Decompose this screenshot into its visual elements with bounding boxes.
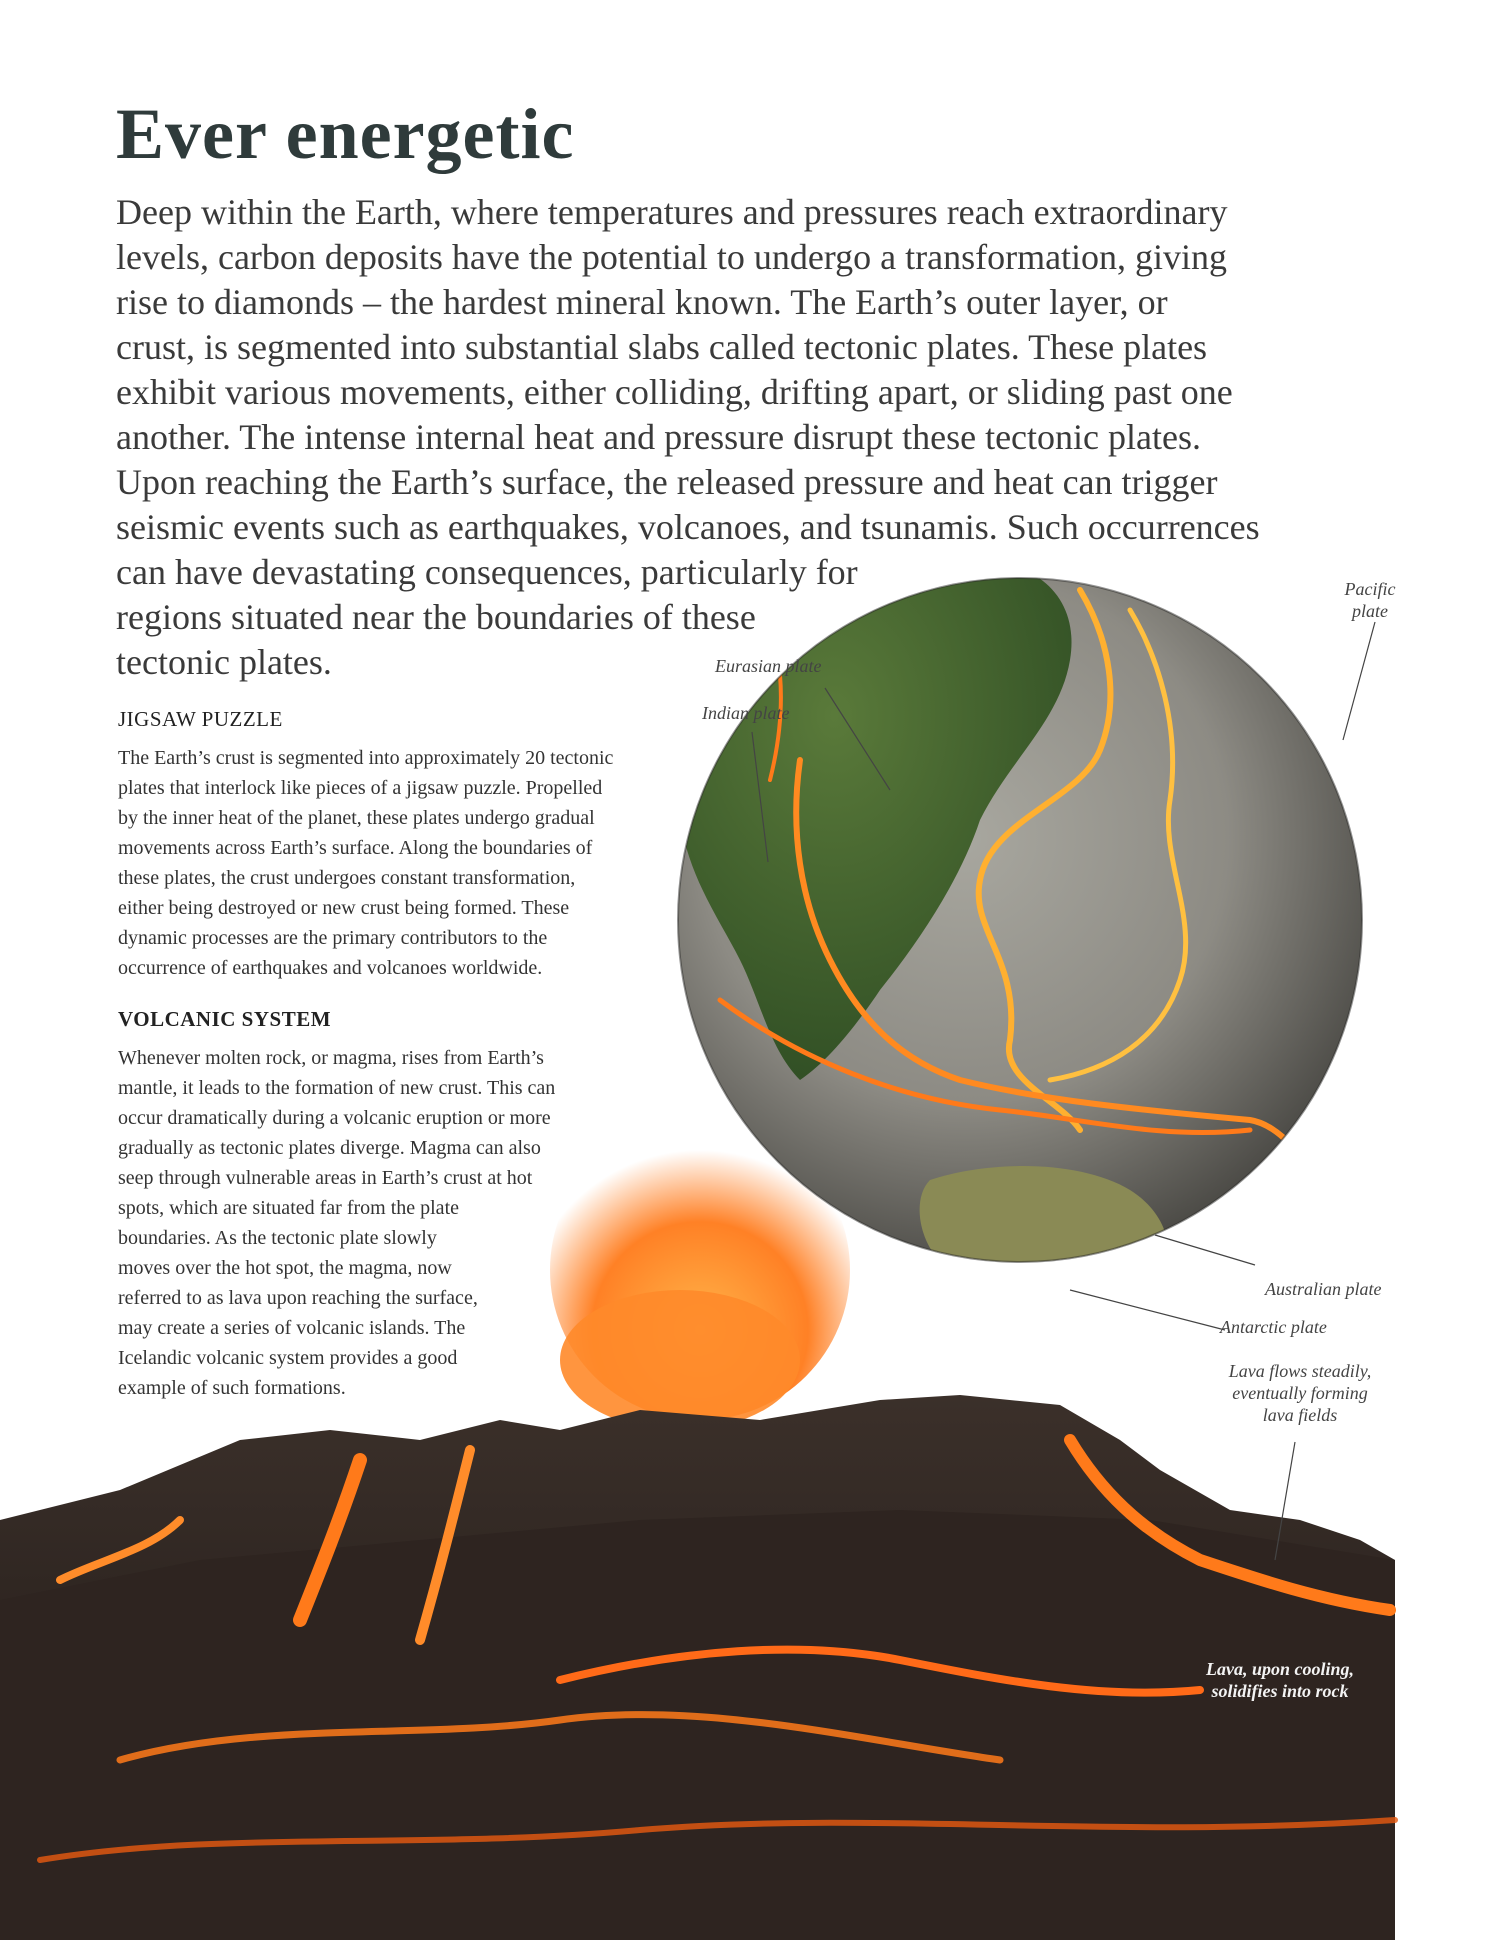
intro-line: levels, carbon deposits have the potential to undergo a transformation, giving	[116, 237, 1228, 277]
jigsaw-line: The Earth’s crust is segmented into approximately 20 tectonic	[118, 747, 614, 769]
jigsaw-line: plates that interlock like pieces of a jigsaw puzzle. Propelled	[118, 777, 603, 799]
jigsaw-line: these plates, the crust undergoes constant transformation,	[118, 867, 576, 889]
intro-line: seismic events such as earthquakes, volcanoes, and tsunamis. Such occurrences	[116, 507, 1260, 547]
intro-line: exhibit various movements, either colliding, drifting apart, or sliding past one	[116, 372, 1233, 412]
volcanic-line: example of such formations.	[118, 1377, 346, 1399]
volcanic-body	[118, 1043, 555, 1403]
lava-cool-label-line: solidifies into rock	[1211, 1681, 1349, 1701]
eurasian-plate-label: Eurasian plate	[715, 656, 822, 676]
intro-line: another. The intense internal heat and pressure disrupt these tectonic plates.	[116, 417, 1201, 457]
volcanic-line: spots, which are situated far from the plate	[118, 1197, 459, 1219]
volcanic-line: boundaries. As the tectonic plate slowly	[118, 1227, 437, 1249]
page-title: Ever energetic	[116, 94, 575, 174]
pacific-label-line: plate	[1352, 601, 1388, 621]
jigsaw-line: either being destroyed or new crust being formed. These	[118, 897, 570, 919]
intro-line: Deep within the Earth, where temperatures and pressures reach extraordinary	[116, 192, 1228, 232]
volcanic-line: gradually as tectonic plates diverge. Magma can also	[118, 1137, 541, 1159]
lava-cooling-label	[1180, 1658, 1380, 1702]
volcanic-line: seep through vulnerable areas in Earth’s crust at hot	[118, 1167, 533, 1189]
lava-flow-label-line: Lava flows steadily,	[1228, 1361, 1372, 1381]
pacific-plate-label	[1320, 578, 1420, 622]
jigsaw-line: occurrence of earthquakes and volcanoes worldwide.	[118, 957, 543, 979]
volcanic-line: may create a series of volcanic islands. The	[118, 1317, 466, 1339]
intro-line: Upon reaching the Earth’s surface, the released pressure and heat can trigger	[116, 462, 1218, 502]
jigsaw-line: dynamic processes are the primary contributors to the	[118, 927, 548, 949]
lava-cool-label-line: Lava, upon cooling,	[1205, 1659, 1354, 1679]
volcanic-heading: VOLCANIC SYSTEM	[118, 1007, 332, 1031]
jigsaw-heading: JIGSAW PUZZLE	[118, 707, 283, 731]
intro-line: rise to diamonds – the hardest mineral known. The Earth’s outer layer, or	[116, 282, 1168, 322]
jigsaw-line: by the inner heat of the planet, these plates undergo gradual	[118, 807, 595, 829]
jigsaw-body	[118, 743, 613, 983]
volcanic-line: mantle, it leads to the formation of new crust. This can	[118, 1077, 556, 1099]
pacific-label-line: Pacific	[1344, 579, 1396, 599]
intro-line: regions situated near the boundaries of these	[116, 597, 756, 637]
antarctic-plate-label: Antarctic plate	[1220, 1317, 1327, 1337]
jigsaw-line: movements across Earth’s surface. Along the boundaries of	[118, 837, 593, 859]
intro-line: tectonic plates.	[116, 642, 332, 682]
volcanic-line: Icelandic volcanic system provides a good	[118, 1347, 458, 1369]
lava-flow-label-line: eventually forming	[1232, 1383, 1368, 1403]
australian-plate-label: Australian plate	[1265, 1279, 1382, 1299]
lava-flow-label	[1210, 1360, 1390, 1426]
lava-flow-label-line: lava fields	[1262, 1405, 1338, 1425]
intro-paragraph	[116, 190, 1406, 685]
volcanic-line: moves over the hot spot, the magma, now	[118, 1257, 452, 1279]
volcanic-line: occur dramatically during a volcanic eruption or more	[118, 1107, 551, 1129]
intro-line: crust, is segmented into substantial slabs called tectonic plates. These plates	[116, 327, 1208, 367]
intro-line: can have devastating consequences, particularly for	[116, 552, 858, 592]
indian-plate-label: Indian plate	[702, 703, 790, 723]
volcanic-line: referred to as lava upon reaching the surface,	[118, 1287, 478, 1309]
volcanic-line: Whenever molten rock, or magma, rises from Earth’s	[118, 1047, 544, 1069]
